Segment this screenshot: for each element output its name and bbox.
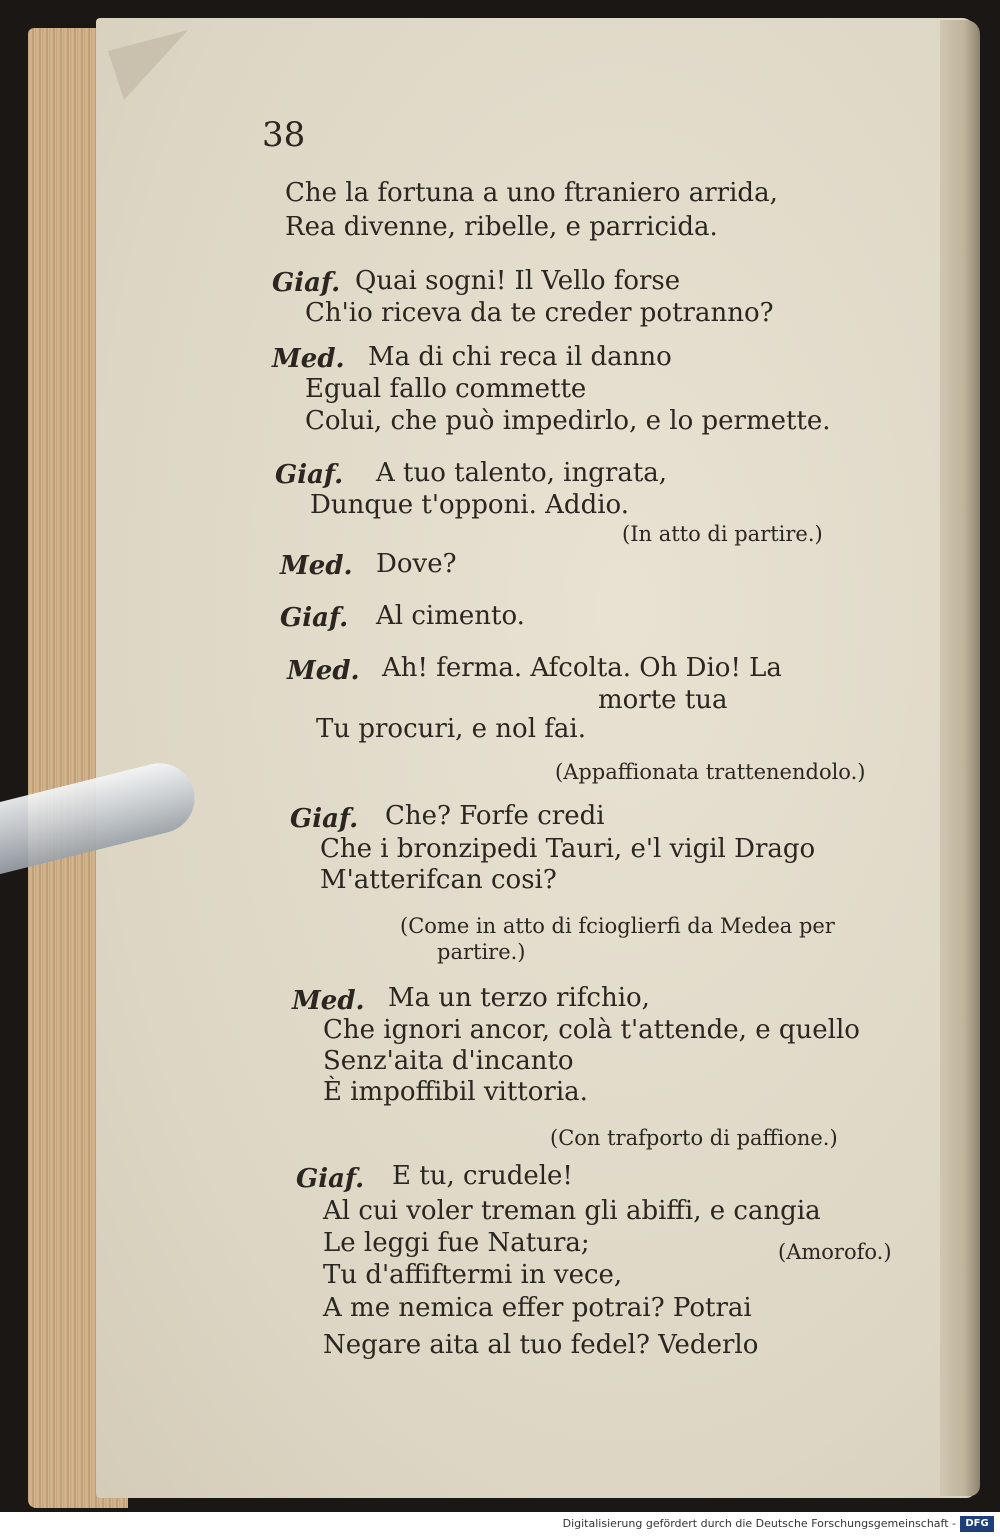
- verse-line: Le leggi fue Natura;: [323, 1228, 590, 1258]
- verse-line: Ma un terzo rifchio,: [388, 983, 650, 1013]
- page-number: 38: [262, 115, 306, 155]
- verse-line: Tu d'affiftermi in vece,: [323, 1260, 623, 1290]
- dfg-logo: DFG: [960, 1516, 994, 1532]
- verse-line: Che i bronzipedi Tauri, e'l vigil Drago: [320, 834, 816, 864]
- stage-direction: (Come in atto di fcioglierfi da Medea per: [400, 914, 835, 938]
- verse-line: Negare aita al tuo fedel? Vederlo: [323, 1330, 759, 1360]
- speaker-label: Giaf.: [272, 268, 341, 298]
- verse-line: M'atterifcan cosi?: [320, 865, 557, 895]
- verse-line: Ma di chi reca il danno: [368, 342, 672, 372]
- verse-line: Senz'aita d'incanto: [323, 1046, 574, 1076]
- stage-direction: (Appaffionata trattenendolo.): [555, 760, 866, 784]
- verse-line: Tu procuri, e nol fai.: [316, 714, 586, 744]
- speaker-label: Giaf.: [275, 460, 344, 490]
- speaker-label: Giaf.: [280, 603, 349, 633]
- stage-direction: (Amorofo.): [778, 1240, 892, 1264]
- speaker-label: Giaf.: [290, 804, 359, 834]
- verse-line: Quai sogni! Il Vello forse: [355, 266, 681, 296]
- verse-line: Colui, che può impedirlo, e lo permette.: [305, 406, 831, 436]
- verse-line: A me nemica effer potrai? Potrai: [323, 1293, 752, 1323]
- verse-line: Dunque t'opponi. Addio.: [310, 490, 629, 520]
- footer-bar: [0, 1512, 1000, 1537]
- verse-line: Ch'io riceva da te creder potranno?: [305, 298, 774, 328]
- verse-line: È impoffibil vittoria.: [323, 1077, 588, 1107]
- verse-line: morte tua: [598, 685, 728, 715]
- verse-line: Dove?: [376, 549, 457, 579]
- stage-direction: (Con trafporto di paffione.): [550, 1126, 838, 1150]
- verse-line: A tuo talento, ingrata,: [376, 458, 668, 488]
- verse-line: Ah! ferma. Afcolta. Oh Dio! La: [382, 653, 782, 683]
- stage-direction: (In atto di partire.): [622, 522, 823, 546]
- verse-line: Al cui voler treman gli abiffi, e cangia: [323, 1196, 821, 1226]
- speaker-label: Giaf.: [296, 1164, 365, 1194]
- verse-line: Che la fortuna a uno ftraniero arrida,: [285, 178, 778, 208]
- verse-line: Che? Forfe credi: [385, 801, 605, 831]
- speaker-label: Med.: [272, 344, 345, 374]
- speaker-label: Med.: [287, 656, 360, 686]
- verse-line: Egual fallo commette: [305, 374, 587, 404]
- speaker-label: Med.: [292, 986, 365, 1016]
- verse-line: Rea divenne, ribelle, e parricida.: [285, 212, 718, 242]
- stage-direction: partire.): [437, 940, 526, 964]
- speaker-label: Med.: [280, 551, 353, 581]
- verse-line: Che ignori ancor, colà t'attende, e quello: [323, 1015, 860, 1045]
- verse-line: Al cimento.: [376, 601, 525, 631]
- page-gutter: [940, 20, 980, 1496]
- footer-credit: Digitalisierung gefördert durch die Deutsche Forschungsgemeinschaft -: [562, 1517, 956, 1530]
- verse-line: E tu, crudele!: [392, 1161, 573, 1191]
